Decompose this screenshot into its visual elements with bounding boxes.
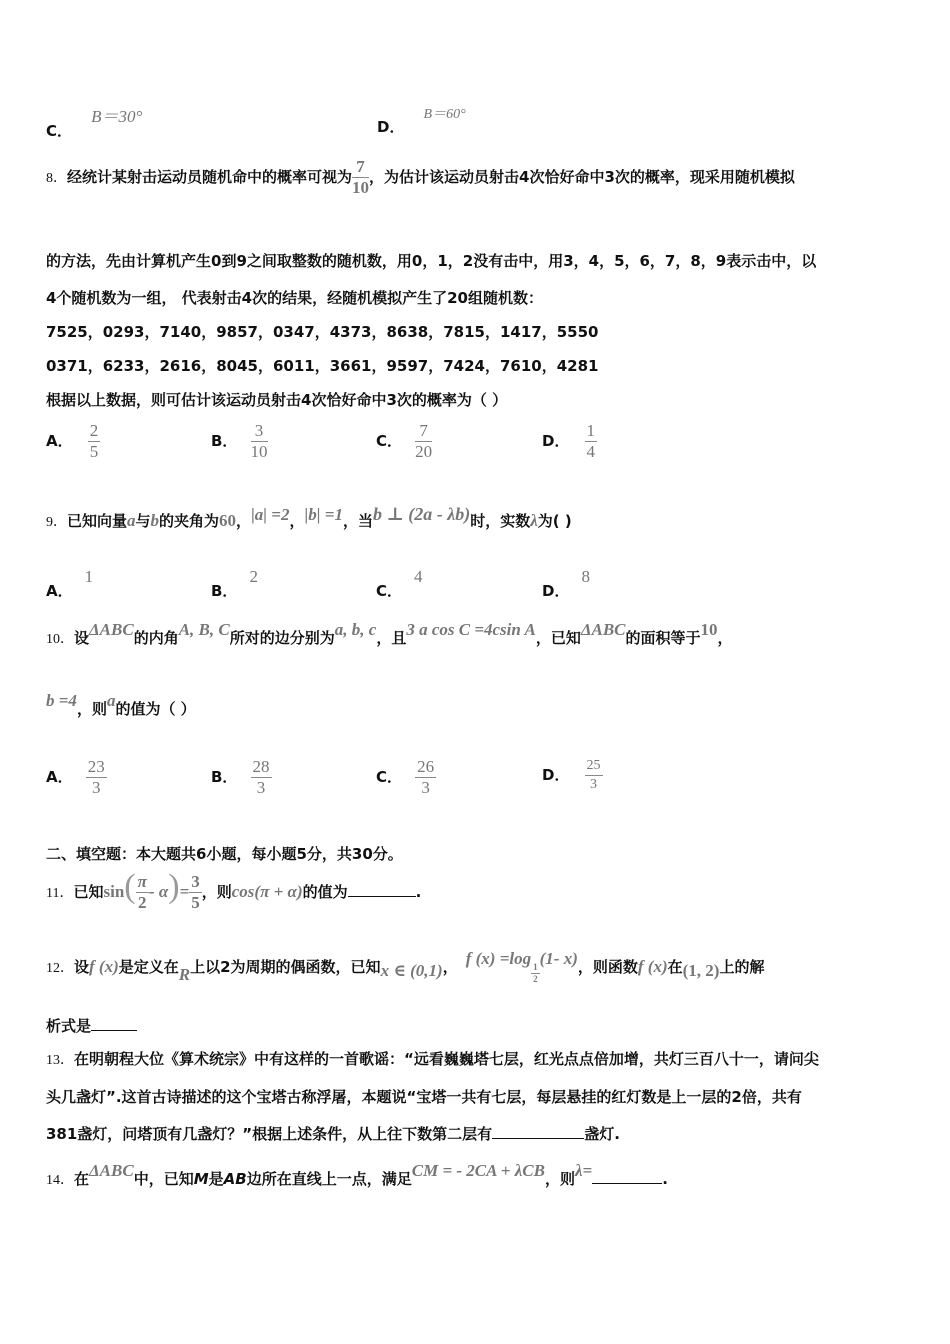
real-set: R (178, 965, 191, 984)
side-a: a (106, 691, 116, 710)
angles: A, B, C (178, 620, 230, 639)
q8-data-row-2: 0371，6233，2616，8045，6011，3661，9597，7424，7610，4281 (46, 357, 599, 375)
q10-line1: 10．设ΔABC的内角A, B, C所对的边分别为a, b, c，且3 a cos C =4csin A，已知ΔABC的面积等于10， (46, 620, 733, 647)
q13-line3: 381盏灯，问塔顶有几盏灯？”根据上述条件，从上往下数第二层有 盏灯. (46, 1125, 620, 1143)
option-value: 4 (414, 567, 423, 586)
b-value: b =4 (46, 691, 77, 710)
vector-equation: CM = - 2CA + λCB (411, 1161, 545, 1180)
segment-ab: AB (223, 1170, 247, 1188)
answer-blank[interactable] (348, 882, 416, 897)
cos-expr: cos(π + α) (231, 882, 303, 901)
q7-option-d (377, 102, 466, 136)
option-fraction: $\frac{3}{10}$ (250, 421, 268, 461)
option-value: 2 (249, 567, 258, 586)
three-fifths: $\frac{3}{5}$ (191, 872, 200, 912)
q8-text-2: ，为估计该运动员射击4次恰好命中3次的概率，现采用随机模拟 (369, 168, 795, 186)
q11-line: 11．已知sin( $\frac{\pi}{2}$ - α)= $\frac{3}{5}$ ，则cos(π + α)的值为 . (46, 868, 422, 912)
option-fraction: $\frac{2}{5}$ (89, 421, 99, 461)
q10-option-a (46, 758, 107, 797)
triangle: ΔABC (89, 1161, 134, 1180)
vector-a: a (127, 511, 136, 530)
option-fraction: $\frac{23}{3}$ (87, 757, 105, 797)
triangle: ΔABC (89, 620, 134, 639)
equals: = (179, 882, 190, 901)
option-value: 1 (84, 567, 94, 586)
option-label: B． (211, 582, 238, 600)
option-value: 8 (581, 567, 590, 586)
q9-option-b (211, 566, 258, 600)
sides: a, b, c (334, 620, 377, 639)
condition-perp: b ⊥ (2a - λb) (372, 504, 471, 524)
question-number: 10． (46, 632, 74, 647)
angle-value: 60 (219, 511, 237, 530)
option-fraction: $\frac{1}{4}$ (586, 421, 596, 461)
option-label: C． (376, 582, 403, 600)
q8-line2: 的方法，先由计算机产生0到9之间取整数的随机数，用0，1，2没有击中，用3，4，5，6，7，8，9表示击中，以 (46, 252, 817, 270)
condition-a: |a| =2 (251, 505, 290, 524)
section-heading: 二、填空题：本大题共6小题，每小题5分，共30分。 (46, 845, 403, 863)
log-expr: f (x) =log (465, 949, 532, 968)
option-label: C． (46, 122, 73, 140)
option-expr: B＝30° (91, 107, 143, 126)
option-fraction: $\frac{28}{3}$ (252, 757, 270, 797)
option-label: B． (211, 768, 238, 786)
option-label: C． (376, 768, 403, 786)
equation: 3 a cos C =4csin A (406, 620, 536, 639)
q8-line1 (46, 158, 795, 197)
q7-option-c (46, 102, 143, 140)
option-label: D． (542, 766, 570, 784)
q10-option-c (376, 758, 436, 797)
q14-line: 14．在ΔABC中，已知M是AB边所在直线上一点，满足CM = - 2CA + λCB，则λ= . (46, 1161, 668, 1188)
function-f: f (x) (637, 957, 668, 976)
option-label: A． (46, 432, 73, 450)
minus-alpha: - α (148, 882, 169, 901)
question-number: 8． (46, 171, 67, 186)
q9-option-a (46, 566, 94, 600)
q8-option-a (46, 422, 100, 461)
q13-line2: 头几盏灯”.这首古诗描述的这个宝塔古称浮屠，本题说“宝塔一共有七层，每层悬挂的红灯数是上一层的2倍，共有 (46, 1088, 802, 1106)
answer-blank[interactable] (492, 1124, 584, 1139)
q8-option-b (211, 422, 268, 461)
option-fraction: $\frac{25}{3}$ (586, 758, 601, 792)
condition-b: |b| =1 (304, 505, 343, 524)
answer-blank[interactable] (592, 1169, 662, 1184)
question-number: 11． (46, 886, 74, 901)
question-number: 14． (46, 1173, 74, 1188)
q13-line1: 13．在明朝程大位《算术统宗》中有这样的一首歌谣：“远看巍巍塔七层，红光点点倍加增，共灯三百八十一，请问尖 (46, 1050, 819, 1068)
q12-line1: 12．设f (x)是定义在R上以2为周期的偶函数，已知x ∈ (0,1)， f (x) =log $\frac{1}{2}$ (1- x)，则函数f (x)在(1, 2)上的解 (46, 949, 765, 984)
q8-line3: 4个随机数为一组， 代表射击4次的结果，经随机模拟产生了20组随机数： (46, 289, 543, 307)
area-value: 10 (700, 620, 718, 639)
point-m: M (193, 1170, 209, 1188)
option-label: D． (542, 432, 570, 450)
fraction: $\frac{7}{10}$ (352, 157, 370, 197)
lambda: λ (530, 511, 538, 530)
q10-line2: b =4，则a的值为（ ） (46, 691, 196, 718)
interval: (1, 2) (682, 961, 720, 980)
option-label: A． (46, 768, 73, 786)
option-fraction: $\frac{26}{3}$ (417, 757, 435, 797)
vector-b: b (150, 511, 160, 530)
pi-over-2: $\frac{\pi}{2}$ (137, 872, 147, 912)
lambda: λ= (574, 1161, 593, 1180)
domain: x ∈ (0,1) (380, 961, 443, 980)
option-label: A． (46, 582, 73, 600)
log-arg: (1- x) (539, 949, 578, 968)
function-f: f (x) (89, 957, 119, 976)
answer-blank[interactable] (91, 1016, 137, 1031)
q9-option-c (376, 566, 423, 600)
triangle: ΔABC (580, 620, 626, 639)
q9-option-d (542, 566, 590, 600)
sin-fn: sin (103, 882, 125, 901)
log-base: $\frac{1}{2}$ (533, 962, 538, 984)
q10-option-b (211, 758, 272, 797)
q8-option-c (376, 422, 432, 461)
q9-line1: 9．已知向量a与b的夹角为60，|a| =2，|b| =1，当b ⊥ (2a - λb)时，实数λ为( ) (46, 504, 572, 530)
question-number: 12． (46, 961, 74, 976)
question-number: 13． (46, 1053, 74, 1068)
q12-line2: 析式是 (46, 1015, 137, 1036)
option-label: D． (542, 582, 570, 600)
question-number: 9． (46, 515, 67, 530)
option-label: C． (376, 432, 403, 450)
q8-question: 根据以上数据，则可估计该运动员射击4次恰好命中3次的概率为（ ） (46, 391, 508, 409)
q8-text-1: 经统计某射击运动员随机命中的概率可视为 (67, 168, 353, 186)
q8-data-row-1: 7525，0293，7140，9857，0347，4373，8638，7815，1417，5550 (46, 323, 599, 341)
option-label: D． (377, 118, 405, 136)
option-label: B． (211, 432, 238, 450)
q10-option-d (542, 758, 603, 793)
option-fraction: $\frac{7}{20}$ (415, 421, 433, 461)
q8-option-d (542, 422, 597, 461)
option-expr: B＝60° (423, 107, 466, 122)
